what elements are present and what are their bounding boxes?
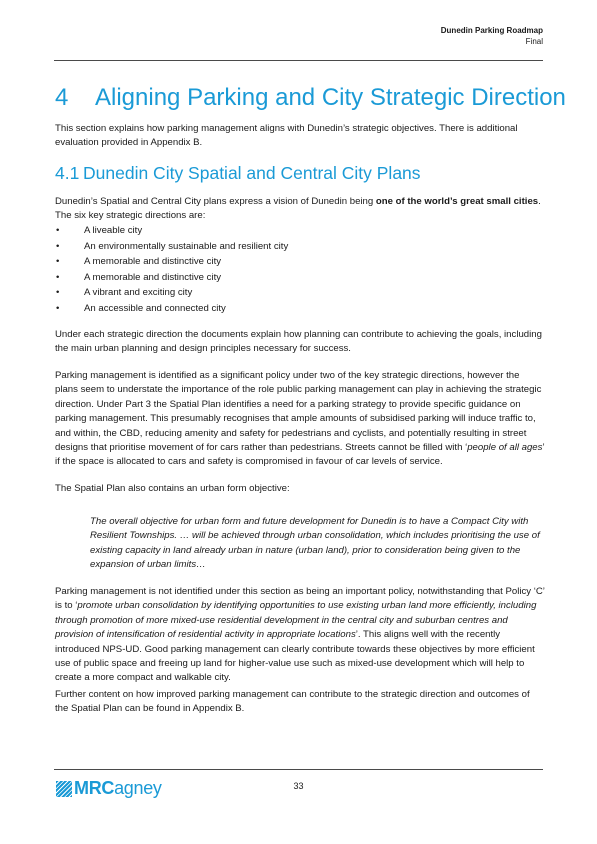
urban-form-intro: The Spatial Plan also contains an urban form objective:: [55, 483, 290, 494]
list-item-text: An environmentally sustainable and resilient city: [84, 240, 289, 252]
list-item-text: A liveable city: [84, 225, 143, 236]
footer-rule: [54, 769, 543, 770]
list-item: [55, 301, 535, 317]
subsection-heading: [55, 163, 421, 184]
list-item: [55, 239, 535, 255]
policy-quote: promote urban consolidation by identifying opportunities to use existing urban land more efficiently, including through promotion of more mixed-use residential development in the central city and suburban centres and provision of intensification of residential activity in appropriate locations: [55, 600, 537, 641]
list-item: [55, 254, 535, 270]
subsection-number: 4.1: [55, 163, 80, 183]
list-item-text: A memorable and distinctive city: [84, 256, 222, 267]
subsection-title: Dunedin City Spatial and Central City Plans: [83, 163, 421, 183]
running-header: [441, 25, 543, 47]
bullet-icon: •: [56, 271, 60, 283]
parking-text-start: Parking management is identified as a significant policy under two of the key strategic directions, however the plans seem to understate the importance of the role public parking management can play in achieving the strategic direction. Under Part 3 the Spatial Plan identifies a need for a parking strategy to provide specific guidance on parking management. This presumably recognises that ample amounts of subsidised parking will induce traffic to, and within, the CBD, reducing amenity and safety for pedestrians and cyclists, and potentially resulting in street designs that prioritise movement of for cars rather than pedestrians. Streets cannot be filled with ‘: [55, 370, 542, 454]
parking-text-end: ’ if the space is allocated to cars and safety is compromised in favour of car levels of service.: [55, 442, 545, 468]
bullet-icon: •: [56, 225, 60, 236]
vision-emphasis: one of the world’s great small cities: [375, 196, 539, 207]
list-item: [55, 270, 535, 286]
bullet-icon: •: [56, 240, 60, 252]
further-content-paragraph: Further content on how improved parking management can contribute to the strategic direction and outcomes of the Spatial Plan can be found in Appendix B.: [55, 689, 530, 715]
bullet-icon: •: [56, 287, 60, 298]
bullet-icon: •: [56, 302, 60, 314]
policy-text-end: ’. This aligns well with the recently introduced NPS-UD. Good parking management can clearly contribute towards these objectives by more efficient use of public space and freeing up land for higher-value use such as mixed-use development which will help to create a more compact and walkable city.: [55, 629, 535, 684]
vision-text-start: Dunedin’s Spatial and Central City plans express a vision of Dunedin being: [55, 196, 376, 207]
list-item-text: A vibrant and exciting city: [84, 287, 193, 298]
section-title: Aligning Parking and City Strategic Direction: [95, 84, 566, 111]
header-title: Dunedin Parking Roadmap: [440, 26, 543, 35]
list-item: [55, 285, 535, 301]
header-rule: [54, 60, 543, 61]
strategic-directions-list: [55, 223, 535, 316]
parking-management-paragraph: [55, 369, 545, 470]
block-quote: The overall objective for urban form and future development for Dunedin is to have a Compact City with Resilient Townships. … will be achieved through urban consolidation, which includes prioritising the use of existing capacity in land already urban in nature (urban land), prior to consideration being given to the expansion of urban limits…: [90, 516, 540, 571]
policy-paragraph: [55, 585, 545, 686]
list-item: [55, 223, 535, 239]
section-heading: [55, 84, 566, 112]
logo-text-bold: MRC: [74, 778, 115, 798]
vision-paragraph: [55, 195, 545, 224]
list-item-text: A memorable and distinctive city: [84, 271, 222, 283]
bullet-icon: •: [56, 256, 60, 267]
intro-paragraph: This section explains how parking management aligns with Dunedin’s strategic objectives. There is additional evaluation provided in Appendix B.: [55, 123, 518, 149]
logo-text-rest: agney: [114, 778, 162, 798]
parking-quote: people of all ages: [467, 442, 543, 454]
section-number: 4: [55, 84, 69, 111]
policy-text-start: Parking management is not identified under this section as being an important policy, notwithstanding that Policy ‘C’ is to ‘: [55, 586, 545, 612]
planning-paragraph: Under each strategic direction the documents explain how planning can contribute to achieving the goals, including the main urban planning and design principles necessary for success.: [55, 329, 542, 355]
list-item-text: An accessible and connected city: [84, 302, 226, 314]
vision-text-end: . The six key strategic directions are:: [55, 196, 541, 222]
header-subtitle: Final: [525, 37, 543, 46]
page-number: 33: [293, 781, 304, 791]
